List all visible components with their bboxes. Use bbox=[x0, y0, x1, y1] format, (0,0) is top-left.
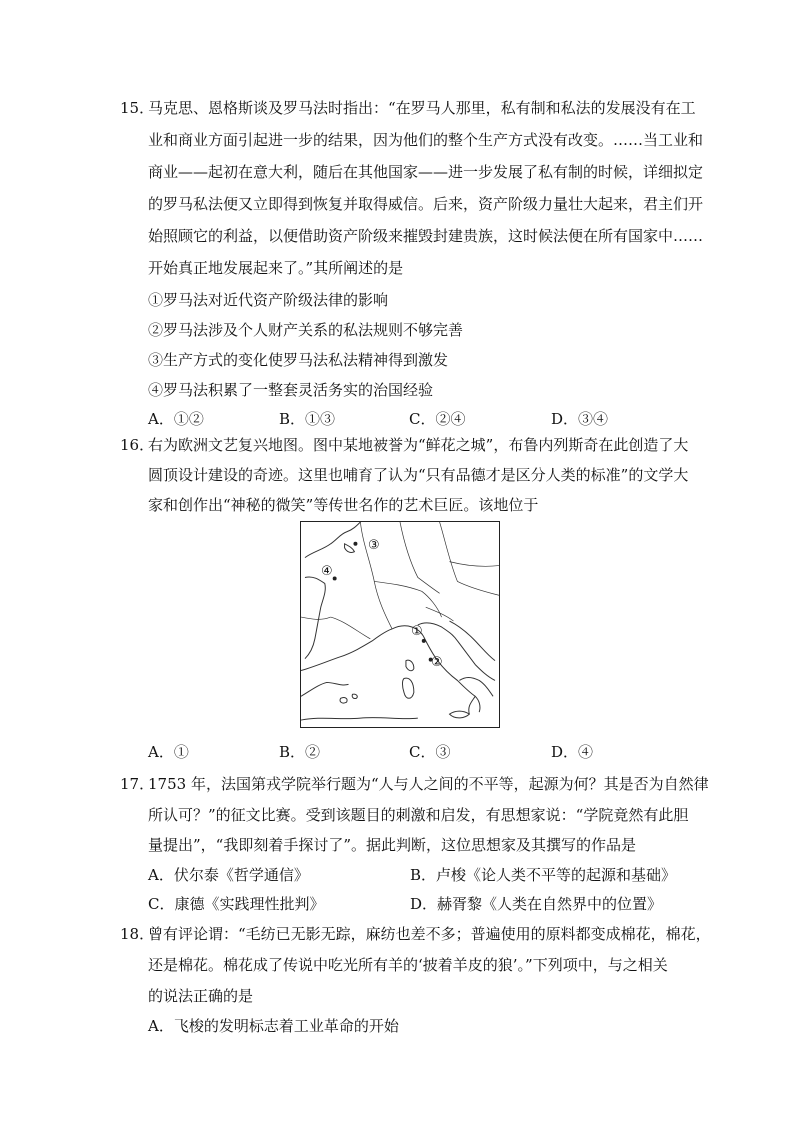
q17-line-1: 1753 年，法国第戎学院举行题为“人与人之间的不平等，起源为何？其是否为自然律 bbox=[148, 775, 709, 793]
q15-line-2: 业和商业方面引起进一步的结果，因为他们的整个生产方式没有改变。……当工业和 bbox=[148, 131, 704, 149]
q17-number: 17． bbox=[120, 775, 155, 793]
q15-line-6: 开始真正地发展起来了。”其所阐述的是 bbox=[148, 259, 404, 277]
q16-line-3: 家和创作出“神秘的微笑”等传世名作的艺术巨匠。该地位于 bbox=[148, 496, 539, 514]
q17-option-c: C．康德《实践理性批判》 bbox=[148, 895, 325, 913]
map-marker-1: ① bbox=[411, 624, 423, 639]
map-marker-4: ④ bbox=[321, 564, 333, 579]
q18-line-1: 曾有评论谓：“毛纺已无影无踪，麻纺也差不多；普遍使用的原料都变成棉花，棉花， bbox=[148, 925, 711, 943]
q15-line-3: 商业——起初在意大利，随后在其他国家——进一步发展了私有制的时候，详细拟定 bbox=[148, 163, 704, 181]
q15-option-b: B．①③ bbox=[279, 410, 336, 428]
q18-line-2: 还是棉花。棉花成了传说中吃光所有羊的‘披着羊皮的狼’。”下列项中，与之相关 bbox=[148, 956, 668, 974]
q16-number: 16． bbox=[120, 436, 155, 454]
q16-line-2: 圆顶设计建设的奇迹。这里也哺育了认为“只有品德才是区分人类的标准”的文学大 bbox=[148, 466, 689, 484]
map-marker-2: ② bbox=[431, 655, 443, 670]
renaissance-europe-map bbox=[300, 521, 500, 728]
q15-statement-1: ①罗马法对近代资产阶级法律的影响 bbox=[148, 291, 389, 309]
q17-option-b: B．卢梭《论人类不平等的起源和基础》 bbox=[410, 866, 677, 884]
q18-line-3: 的说法正确的是 bbox=[148, 987, 254, 1005]
q15-statement-4: ④罗马法积累了一整套灵活务实的治国经验 bbox=[148, 381, 434, 399]
q15-option-a: A．①② bbox=[148, 410, 204, 428]
q16-line-1: 右为欧洲文艺复兴地图。图中某地被誉为“鲜花之城”，布鲁内列斯奇在此创造了大 bbox=[148, 436, 689, 454]
q16-option-d: D．④ bbox=[551, 743, 594, 761]
q16-option-b: B．② bbox=[279, 743, 321, 761]
q18-number: 18． bbox=[120, 925, 155, 943]
q15-option-d: D．③④ bbox=[551, 410, 609, 428]
q15-number: 15． bbox=[120, 99, 155, 117]
q15-line-4: 的罗马私法便又立即得到恢复并取得威信。后来，资产阶级力量壮大起来，君主们开 bbox=[148, 195, 704, 213]
map-outline bbox=[301, 522, 499, 727]
q16-option-a: A．① bbox=[148, 743, 189, 761]
q16-option-c: C．③ bbox=[409, 743, 451, 761]
q15-statement-3: ③生产方式的变化使罗马法私法精神得到激发 bbox=[148, 351, 449, 369]
q15-option-c: C．②④ bbox=[409, 410, 466, 428]
q17-option-d: D．赫胥黎《人类在自然界中的位置》 bbox=[410, 895, 663, 913]
q17-option-a: A．伏尔泰《哲学通信》 bbox=[148, 866, 309, 884]
q17-line-2: 所认可？”的征文比赛。受到该题目的刺激和启发，有思想家说：“学院竟然有此胆 bbox=[148, 806, 689, 824]
q15-line-1: 马克思、恩格斯谈及罗马法时指出：“在罗马人那里，私有制和私法的发展没有在工 bbox=[148, 99, 696, 117]
q15-line-5: 始照顾它的利益，以便借助资产阶级来摧毁封建贵族，这时候法便在所有国家中…… bbox=[148, 227, 704, 245]
q17-line-3: 量提出”，“我即刻着手探讨了”。据此判断，这位思想家及其撰写的作品是 bbox=[148, 836, 637, 854]
map-marker-3: ③ bbox=[368, 538, 380, 553]
q18-option-a: A．飞梭的发明标志着工业革命的开始 bbox=[148, 1017, 399, 1035]
q15-statement-2: ②罗马法涉及个人财产关系的私法规则不够完善 bbox=[148, 321, 464, 339]
